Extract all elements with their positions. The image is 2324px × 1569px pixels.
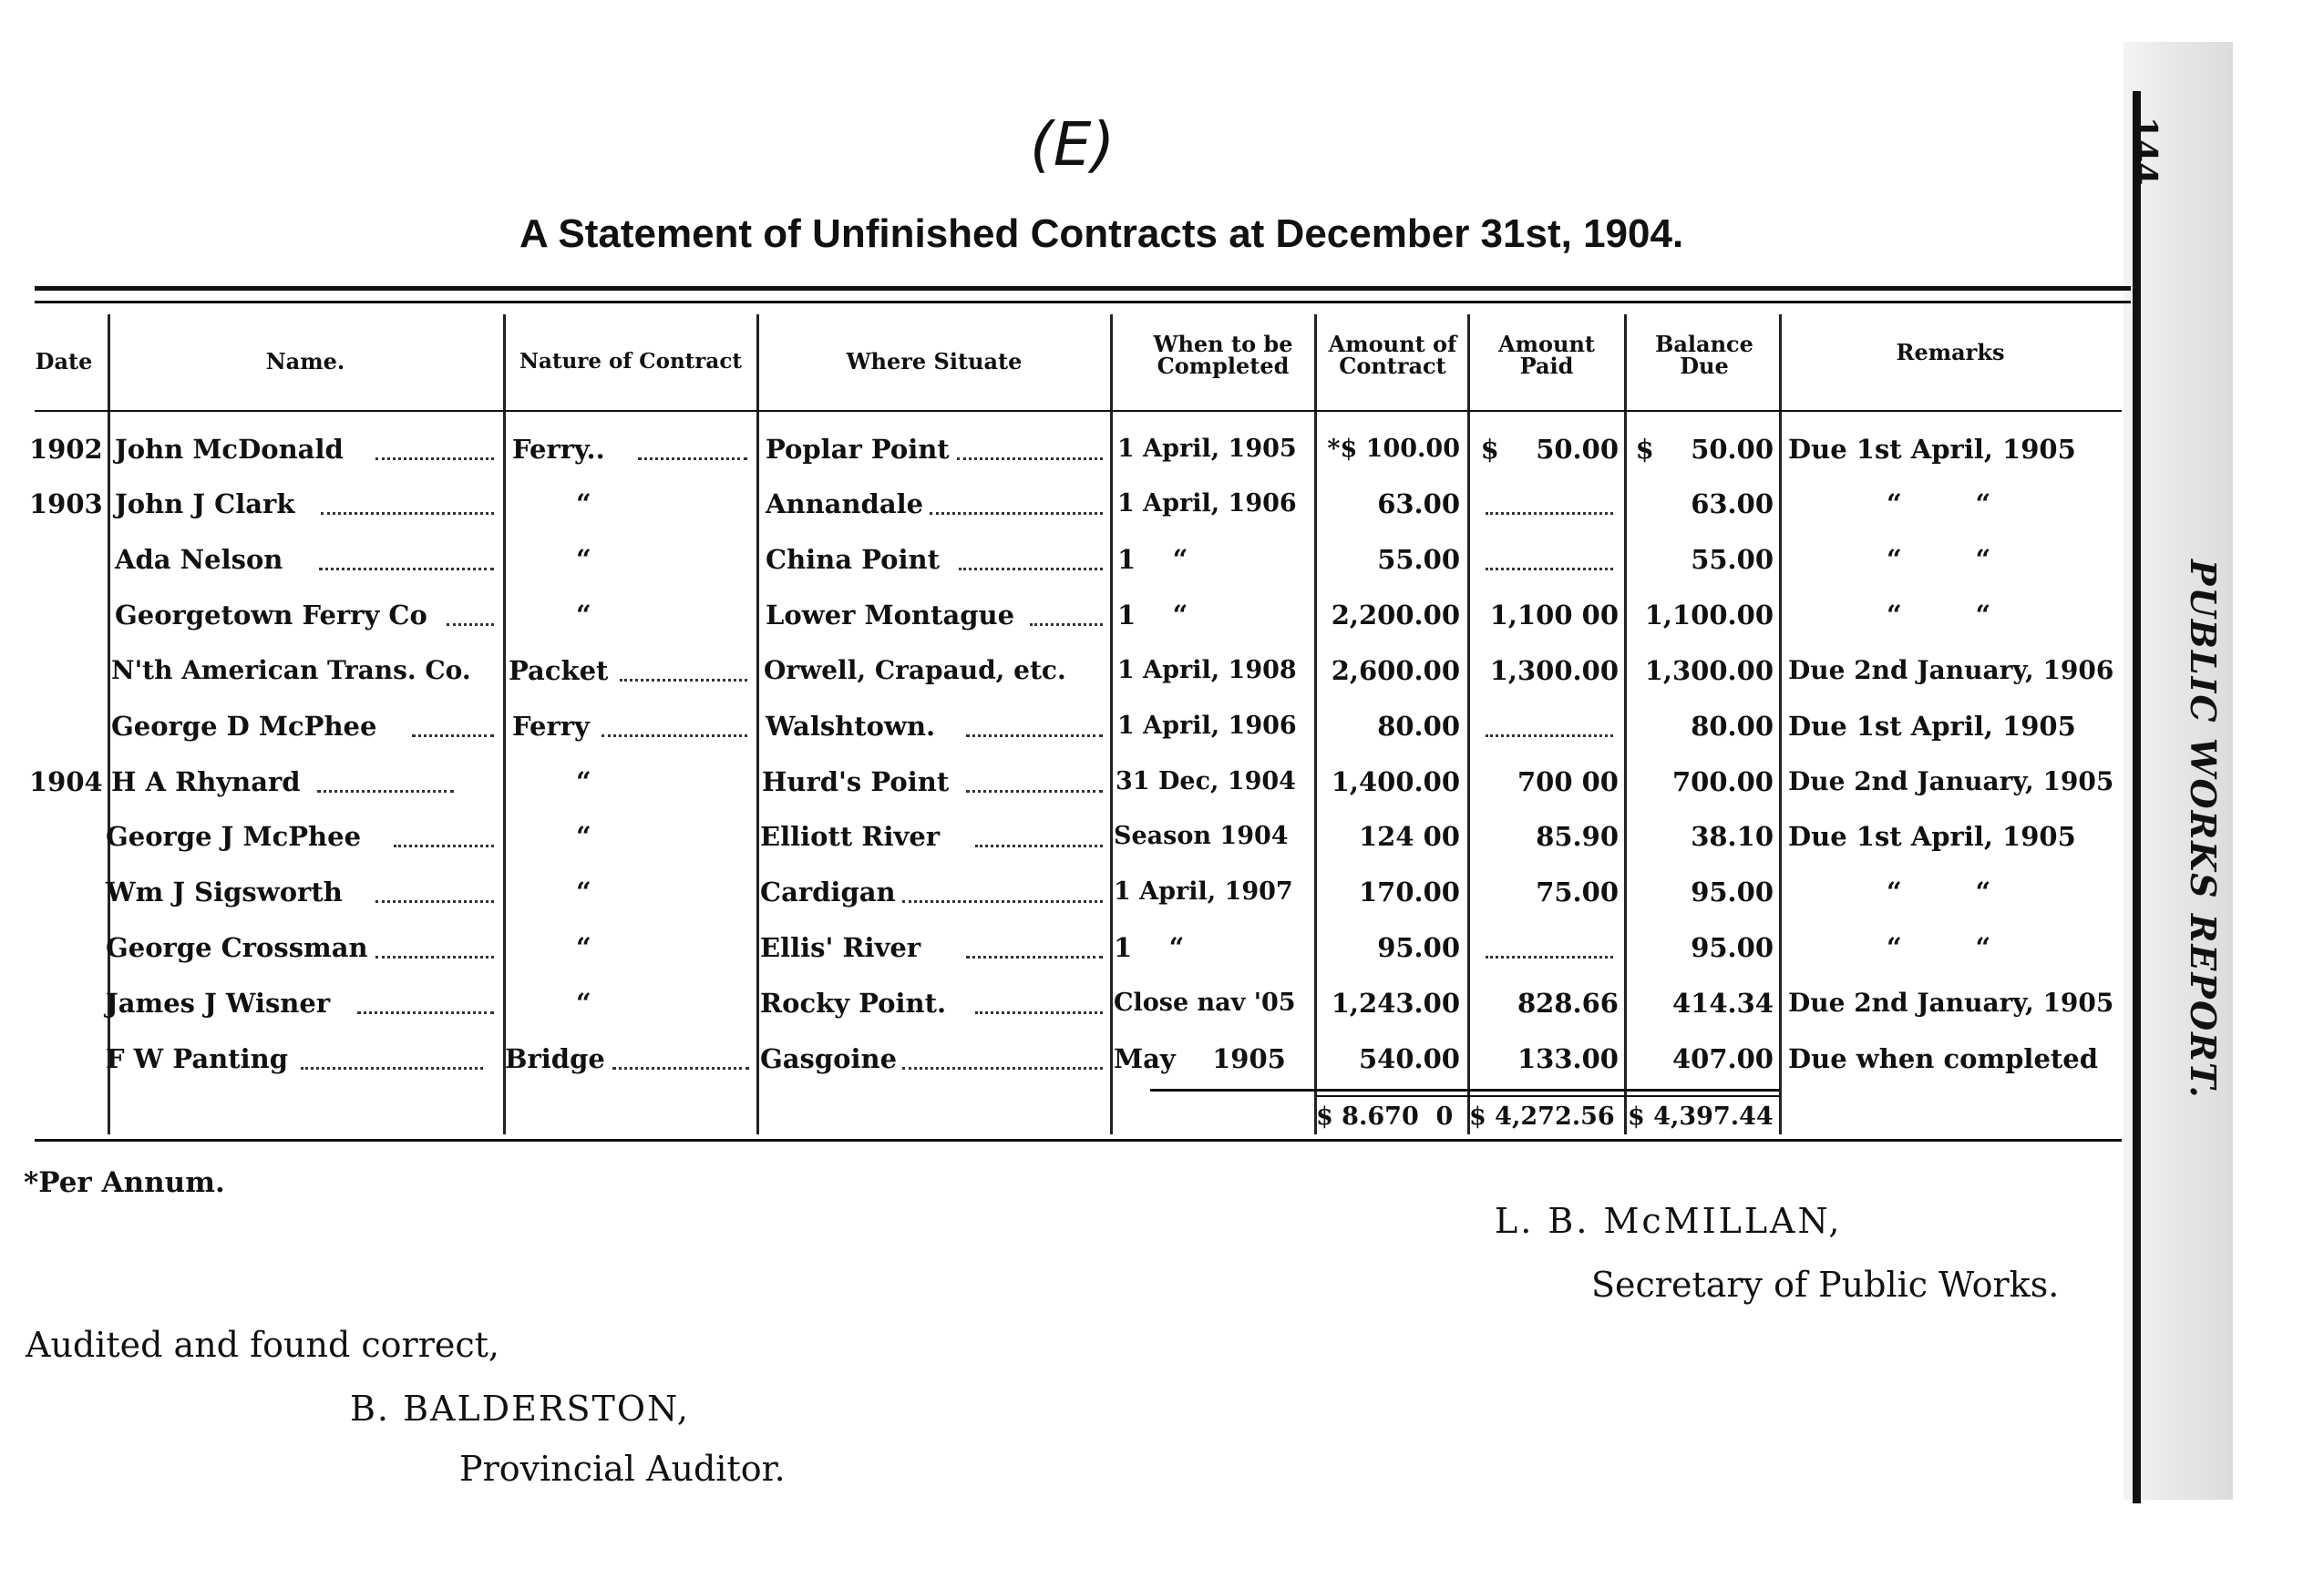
cell-paid: 828.66 — [1517, 988, 1619, 1019]
auditor-name: B. BALDERSTON, — [350, 1389, 690, 1429]
cell-where: Gasgoine — [760, 1043, 898, 1074]
totals-rule-second — [1314, 1095, 1779, 1097]
header-where: Where Situate — [846, 348, 1023, 374]
cell-amount: 2,200.00 — [1331, 600, 1460, 631]
leader-dots — [1486, 734, 1613, 737]
cell-remarks: Due 2nd January, 1905 — [1788, 988, 2114, 1018]
top-rule-thick — [35, 286, 2131, 291]
cell-amount: 95.00 — [1377, 932, 1460, 963]
col-divider-balance — [1779, 314, 1782, 1134]
cell-amount: 2,600.00 — [1331, 655, 1460, 686]
cell-name: H A Rhynard — [111, 766, 301, 797]
cell-paid: $ 50.00 — [1480, 434, 1619, 465]
cell-nature: “ — [576, 766, 591, 797]
cell-name: Ada Nelson — [115, 544, 283, 575]
header-amount: Amount of Contract — [1328, 331, 1457, 379]
leader-dots — [975, 1011, 1103, 1014]
cell-amount: 1,243.00 — [1331, 988, 1460, 1019]
cell-balance: 95.00 — [1691, 877, 1774, 908]
cell-name: George Crossman — [106, 932, 368, 963]
cell-name: George D McPhee — [111, 711, 377, 742]
cell-name: Georgetown Ferry Co — [115, 600, 427, 631]
cell-nature: Bridge — [505, 1043, 605, 1074]
cell-nature: “ — [576, 600, 591, 631]
totals-rule — [1150, 1089, 1779, 1092]
leader-dots — [620, 679, 747, 682]
leader-dots — [1486, 956, 1613, 959]
cell-where: Cardigan — [760, 877, 896, 908]
cell-balance: 414.34 — [1672, 988, 1774, 1019]
total-paid: $ 4,272.56 — [1469, 1102, 1615, 1131]
exhibit-letter: (E) — [1030, 109, 1116, 179]
leader-dots — [602, 734, 747, 737]
cell-remarks: “ “ — [1887, 488, 1991, 519]
cell-where: China Point — [766, 544, 941, 575]
cell-name: John J Clark — [115, 488, 295, 519]
cell-remarks: Due 1st April, 1905 — [1788, 711, 2076, 742]
cell-when: 1 “ — [1117, 600, 1188, 631]
cell-name: Wm J Sigsworth — [106, 877, 343, 908]
cell-balance: 63.00 — [1691, 488, 1774, 519]
col-divider-name — [503, 314, 506, 1134]
leader-dots — [1486, 512, 1613, 515]
leader-dots — [317, 790, 454, 793]
cell-amount: 170.00 — [1359, 877, 1460, 908]
cell-when: May 1905 — [1114, 1043, 1286, 1074]
leader-dots — [375, 900, 494, 903]
cell-when: Season 1904 — [1114, 822, 1289, 850]
header-date: Date — [35, 348, 93, 374]
cell-amount: 1,400.00 — [1331, 766, 1460, 797]
cell-where: Rocky Point. — [760, 988, 947, 1019]
footnote: *Per Annum. — [24, 1166, 225, 1199]
cell-remarks: “ “ — [1887, 544, 1991, 575]
cell-remarks: Due 1st April, 1905 — [1788, 821, 2076, 852]
col-divider-where — [1110, 314, 1113, 1134]
leader-dots — [1486, 568, 1613, 570]
leader-dots — [319, 568, 494, 570]
leader-dots — [638, 457, 747, 460]
total-amount: $ 8.670 0 — [1316, 1102, 1454, 1131]
leader-dots — [902, 1067, 1103, 1070]
cell-where: Poplar Point — [766, 434, 950, 465]
col-divider-nature — [756, 314, 759, 1134]
cell-nature: “ — [576, 488, 591, 519]
cell-paid: 700 00 — [1517, 766, 1619, 797]
cell-name: James J Wisner — [106, 988, 331, 1019]
cell-balance: 407.00 — [1672, 1043, 1774, 1074]
cell-balance: 38.10 — [1691, 821, 1774, 852]
leader-dots — [612, 1067, 749, 1070]
secretary-name: L. B. McMILLAN, — [1495, 1201, 1843, 1241]
cell-remarks: “ “ — [1887, 877, 1991, 908]
cell-balance: 95.00 — [1691, 932, 1774, 963]
cell-balance: $ 50.00 — [1635, 434, 1774, 465]
cell-amount: 540.00 — [1359, 1043, 1460, 1074]
secretary-title: Secretary of Public Works. — [1591, 1265, 2060, 1305]
cell-where: Ellis' River — [760, 932, 921, 963]
cell-paid: 133.00 — [1517, 1043, 1619, 1074]
bottom-rule — [35, 1139, 2122, 1142]
leader-dots — [902, 900, 1103, 903]
cell-paid: 1,100 00 — [1489, 600, 1619, 631]
header-nature: Nature of Contract — [519, 349, 742, 374]
cell-where: Hurd's Point — [762, 766, 950, 797]
cell-where: Annandale — [766, 488, 924, 519]
cell-remarks: Due 2nd January, 1905 — [1788, 766, 2114, 796]
header-balance: Balance Due — [1655, 331, 1753, 379]
running-head: PUBLIC WORKS REPORT. — [2183, 559, 2224, 1100]
cell-amount: 124 00 — [1359, 821, 1460, 852]
cell-name: George J McPhee — [106, 821, 362, 852]
cell-paid: 85.90 — [1536, 821, 1619, 852]
cell-nature: “ — [576, 877, 591, 908]
leader-dots — [375, 956, 494, 959]
cell-balance: 80.00 — [1691, 711, 1774, 742]
cell-when: 1 April, 1905 — [1117, 435, 1297, 463]
cell-paid: 75.00 — [1536, 877, 1619, 908]
total-balance: $ 4,397.44 — [1628, 1102, 1774, 1131]
leader-dots — [957, 457, 1103, 460]
leader-dots — [959, 568, 1103, 570]
cell-remarks: “ “ — [1887, 932, 1991, 963]
leader-dots — [357, 1011, 494, 1014]
cell-amount: *$ 100.00 — [1327, 435, 1460, 463]
cell-nature: “ — [576, 988, 591, 1019]
page-title: A Statement of Unfinished Contracts at December 31st, 1904. — [519, 211, 1684, 256]
col-divider-amount — [1467, 314, 1470, 1134]
leader-dots — [975, 845, 1103, 847]
cell-date: 1903 — [29, 488, 103, 519]
cell-balance: 1,300.00 — [1644, 655, 1774, 686]
header-name: Name. — [265, 348, 345, 374]
header-underline — [35, 410, 2122, 412]
cell-nature: Ferry — [512, 711, 590, 742]
leader-dots — [966, 956, 1103, 959]
cell-when: 31 Dec, 1904 — [1116, 767, 1296, 795]
leader-dots — [412, 734, 494, 737]
leader-dots — [301, 1067, 483, 1070]
cell-where: Lower Montague — [766, 600, 1015, 631]
cell-when: 1 April, 1908 — [1117, 656, 1297, 684]
cell-name: John McDonald — [115, 434, 344, 465]
leader-dots — [375, 457, 494, 460]
cell-when: Close nav '05 — [1114, 989, 1296, 1017]
col-divider-paid — [1624, 314, 1627, 1134]
cell-nature: Ferry.. — [512, 434, 605, 465]
leader-dots — [966, 734, 1103, 737]
audit-statement: Audited and found correct, — [26, 1325, 499, 1365]
cell-amount: 55.00 — [1377, 544, 1460, 575]
cell-nature: Packet — [509, 655, 609, 686]
cell-when: 1 April, 1906 — [1117, 489, 1297, 518]
header-remarks: Remarks — [1896, 339, 2005, 365]
leader-dots — [930, 512, 1103, 515]
cell-name: N'th American Trans. Co. — [111, 655, 471, 685]
cell-balance: 1,100.00 — [1644, 600, 1774, 631]
auditor-title: Provincial Auditor. — [459, 1449, 786, 1489]
page-number: 144 — [2125, 117, 2164, 186]
header-when: When to be Completed — [1153, 331, 1293, 379]
cell-when: 1 “ — [1114, 932, 1185, 963]
cell-remarks: “ “ — [1887, 600, 1991, 631]
cell-paid: 1,300.00 — [1489, 655, 1619, 686]
cell-where: Walshtown. — [766, 711, 936, 742]
cell-nature: “ — [576, 821, 591, 852]
cell-when: 1 April, 1906 — [1117, 712, 1297, 740]
cell-remarks: Due when completed — [1788, 1043, 2099, 1074]
cell-remarks: Due 1st April, 1905 — [1788, 434, 2076, 465]
cell-amount: 80.00 — [1377, 711, 1460, 742]
cell-date: 1902 — [29, 434, 103, 465]
cell-date: 1904 — [29, 766, 103, 797]
cell-when: 1 April, 1907 — [1114, 877, 1293, 906]
cell-remarks: Due 2nd January, 1906 — [1788, 655, 2114, 685]
cell-name: F W Panting — [106, 1043, 289, 1074]
spine-rule — [2133, 91, 2141, 1503]
leader-dots — [321, 512, 494, 515]
cell-amount: 63.00 — [1377, 488, 1460, 519]
cell-when: 1 “ — [1117, 544, 1188, 575]
cell-balance: 55.00 — [1691, 544, 1774, 575]
leader-dots — [447, 623, 494, 626]
cell-balance: 700.00 — [1672, 766, 1774, 797]
cell-nature: “ — [576, 544, 591, 575]
leader-dots — [1030, 623, 1103, 626]
cell-where: Elliott River — [760, 821, 941, 852]
col-divider-when — [1314, 314, 1317, 1134]
cell-nature: “ — [576, 932, 591, 963]
leader-dots — [966, 790, 1103, 793]
top-rule-thin — [35, 301, 2131, 303]
leader-dots — [394, 845, 494, 847]
header-paid: Amount Paid — [1497, 331, 1595, 379]
cell-where: Orwell, Crapaud, etc. — [764, 655, 1066, 685]
